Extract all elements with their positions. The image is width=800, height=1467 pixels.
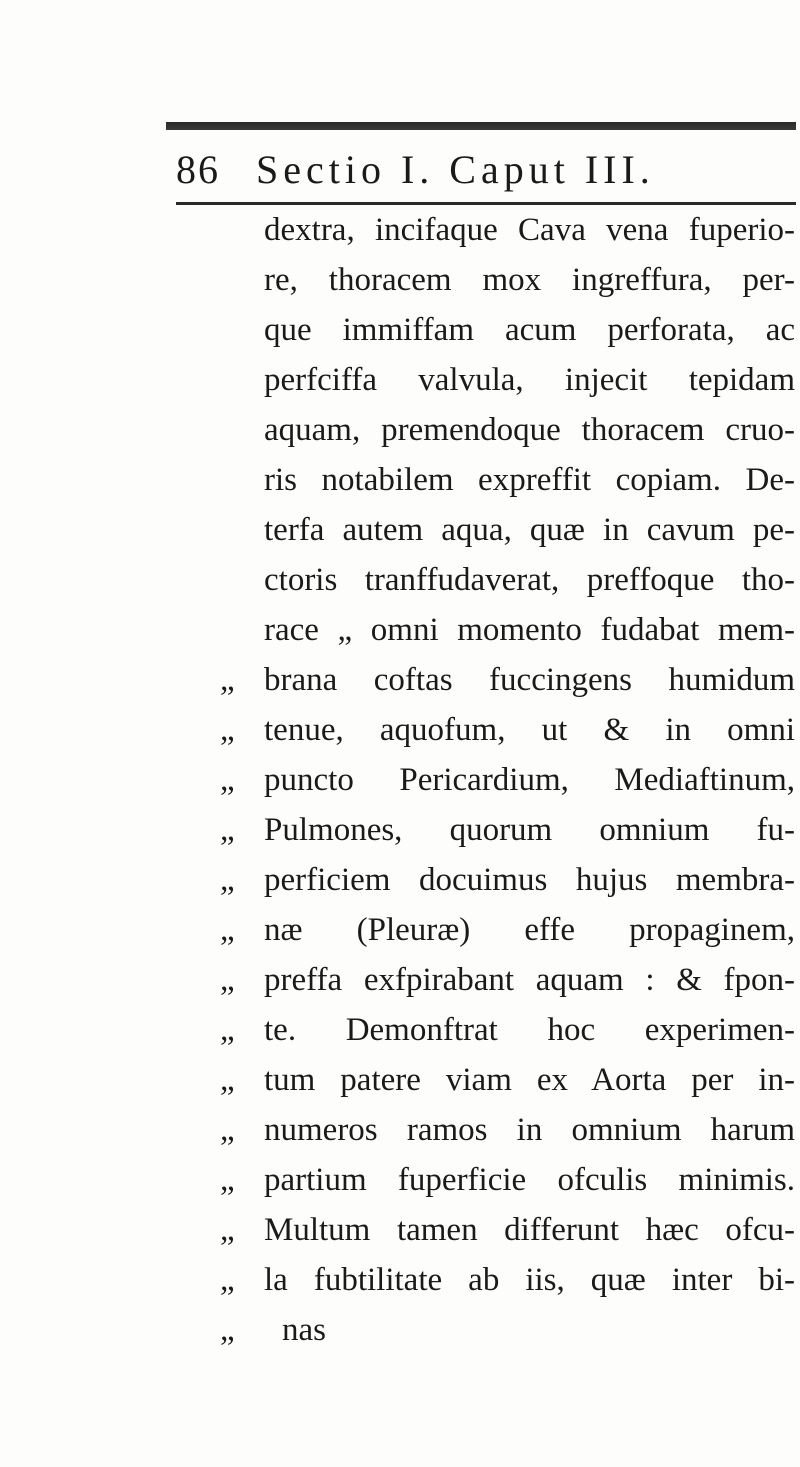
line-text: preffa exfpirabant aquam : & fpon- — [264, 962, 795, 998]
line-text: ctoris tranffudaverat, preffoque tho- — [264, 562, 795, 598]
line-text: ris notabilem expreffit copiam. De- — [264, 462, 795, 498]
running-head-title: Sectio I. Caput III. — [256, 147, 655, 192]
text-line — [220, 605, 795, 655]
text-line — [220, 205, 795, 255]
text-line — [220, 805, 795, 855]
quotation-mark: „ — [220, 912, 235, 948]
line-text: perfciffa valvula, injecit tepidam — [264, 362, 795, 398]
line-text: aquam, premendoque thoracem cruo- — [264, 412, 795, 448]
text-line — [220, 1155, 795, 1205]
line-text: race „ omni momento fudabat mem- — [264, 612, 795, 648]
quotation-mark: „ — [220, 1212, 235, 1248]
line-text: dextra, incifaque Cava vena fuperio- — [264, 212, 795, 248]
text-line — [220, 505, 795, 555]
catchword-line — [220, 1305, 795, 1355]
quotation-mark — [220, 555, 264, 605]
text-line — [220, 905, 795, 955]
quotation-mark — [220, 305, 264, 355]
line-text: re, thoracem mox ingreffura, per- — [264, 262, 795, 298]
quotation-mark: „ — [220, 1012, 235, 1048]
text-line — [220, 255, 795, 305]
line-text: puncto Pericardium, Mediaftinum, — [264, 762, 795, 798]
line-text: brana coftas fuccingens humidum — [264, 662, 795, 698]
quotation-mark: „ — [220, 1262, 235, 1298]
quotation-mark: „ — [220, 1112, 235, 1148]
quotation-mark — [220, 405, 264, 455]
text-line — [220, 705, 795, 755]
text-line — [220, 455, 795, 505]
quotation-mark: „ — [220, 862, 235, 898]
quotation-mark: „ — [220, 712, 235, 748]
line-text: næ (Pleuræ) effe propaginem, — [264, 912, 795, 948]
quotation-mark: „ — [220, 1162, 235, 1198]
text-line — [220, 955, 795, 1005]
text-line — [220, 555, 795, 605]
text-line — [220, 855, 795, 905]
line-text: Pulmones, quorum omnium fu- — [264, 812, 795, 848]
text-line — [220, 1005, 795, 1055]
line-text: numeros ramos in omnium harum — [264, 1112, 795, 1148]
text-line — [220, 655, 795, 705]
quotation-mark: „ — [220, 1312, 235, 1348]
quotation-mark — [220, 255, 264, 305]
line-text: te. Demonftrat hoc experimen- — [264, 1012, 795, 1048]
quotation-mark: „ — [220, 812, 235, 848]
text-line — [220, 1105, 795, 1155]
line-text: Multum tamen differunt hæc ofcu- — [264, 1212, 795, 1248]
body-text — [220, 205, 795, 1355]
text-line — [220, 1255, 795, 1305]
quotation-mark — [220, 355, 264, 405]
page-number: 86 — [176, 147, 220, 192]
quotation-mark — [220, 205, 264, 255]
text-line — [220, 405, 795, 455]
text-line — [220, 1205, 795, 1255]
catchword: nas — [282, 1312, 326, 1348]
quotation-mark — [220, 505, 264, 555]
line-text: partium fuperficie ofculis minimis. — [264, 1162, 795, 1198]
line-text: perficiem docuimus hujus membra- — [264, 862, 795, 898]
quotation-mark — [220, 605, 264, 655]
text-line — [220, 755, 795, 805]
quotation-mark: „ — [220, 662, 235, 698]
line-text: que immiffam acum perforata, ac — [264, 312, 795, 348]
line-text: tum patere viam ex Aorta per in- — [264, 1062, 795, 1098]
running-head — [176, 140, 796, 200]
text-line — [220, 355, 795, 405]
quotation-mark — [220, 455, 264, 505]
line-text: la fubtilitate ab iis, quæ inter bi- — [264, 1262, 795, 1298]
line-text: terfa autem aqua, quæ in cavum pe- — [264, 512, 795, 548]
text-line — [220, 305, 795, 355]
line-text: tenue, aquofum, ut & in omni — [264, 712, 795, 748]
top-border-rule — [166, 122, 796, 130]
quotation-mark: „ — [220, 1062, 235, 1098]
quotation-mark: „ — [220, 762, 235, 798]
text-line — [220, 1055, 795, 1105]
quotation-mark: „ — [220, 962, 235, 998]
